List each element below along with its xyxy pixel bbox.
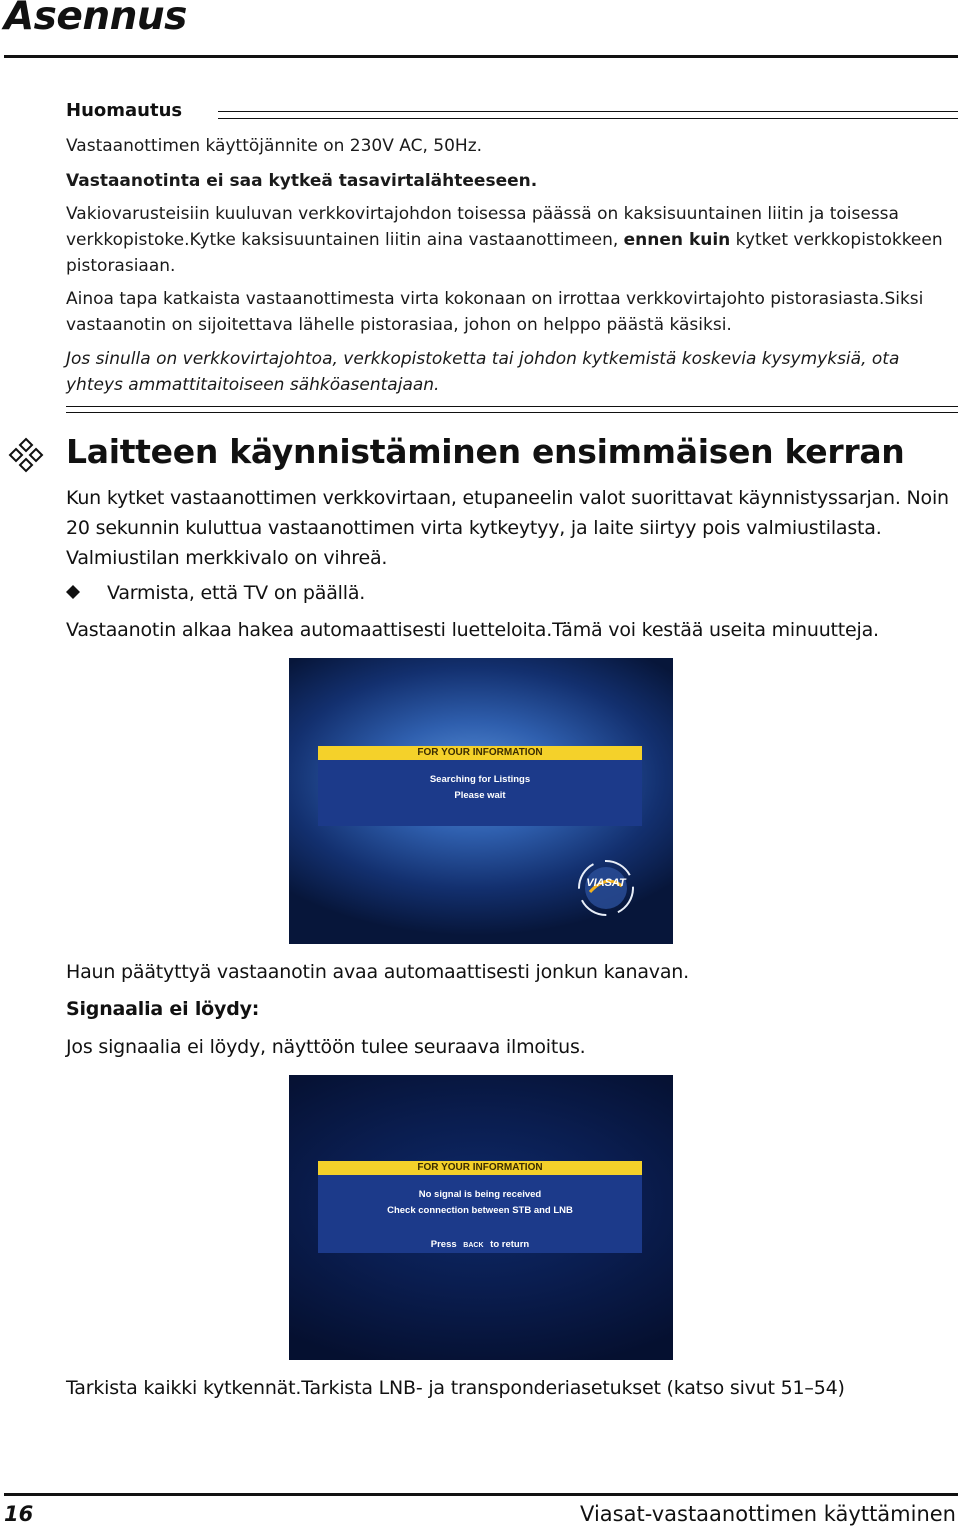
note-cord-text-a: Vakiovarusteisiin kuuluvan verkkovirtajohdon toisessa päässä on kaksisuuntainen liitin ja toisessa verkkopistoke.Kytke kaksisuuntainen liitin aina vastaanottimeen, (66, 204, 899, 250)
info-dialog (318, 746, 642, 826)
no-signal-dialog (318, 1161, 642, 1253)
check-connections-paragraph: Tarkista kaikki kytkennät.Tarkista LNB- ja transponderiasetukset (katso sivut 51–54) (66, 1377, 845, 1399)
dialog-line-no-signal: No signal is being received (418, 1189, 542, 1200)
four-diamond-bullet-icon (8, 437, 44, 473)
page-number: 16 (4, 1502, 34, 1526)
footer-chapter-title: Viasat-vastaanottimen käyttäminen (580, 1502, 956, 1526)
note-rule-bottom (66, 406, 958, 413)
viasat-logo-text: VIASAT (586, 877, 626, 889)
note-cord-emphasis: ennen kuin (623, 230, 731, 250)
dialog-title-bar-2: FOR YOUR INFORMATION (318, 1161, 642, 1175)
note-disconnect-info: Ainoa tapa katkaista vastaanottimesta virta kokonaan on irrottaa verkkovirtajohto pistorasiasta.Siksi vastaanotin on sijoitettava lähelle pistorasiaa, johon on helppo päästä käsiksi. (66, 289, 924, 335)
note-voltage: Vastaanottimen käyttöjännite on 230V AC, 50Hz. (66, 136, 483, 156)
tv-screen-no-signal (289, 1075, 673, 1360)
section-title: Laitteen käynnistäminen ensimmäisen kerran (66, 432, 905, 471)
no-signal-paragraph: Jos signaalia ei löydy, näyttöön tulee seuraava ilmoitus. (66, 1036, 586, 1058)
back-key-label: BACK (463, 1242, 484, 1249)
footer-rule (4, 1493, 958, 1496)
no-signal-heading: Signaalia ei löydy: (66, 998, 260, 1020)
note-cord-text-b: kytket verkkopistokkeen pistorasiaan. (66, 230, 943, 276)
dialog-line-searching: Searching for Listings (429, 774, 531, 785)
note-electrician: Jos sinulla on verkkovirtajohtoa, verkkopistoketta tai johdon kytkemistä koskevia kysymyksiä, ota yhteys ammattitaitoiseen sähköasentajaan. (66, 349, 900, 395)
press-text: Press (430, 1239, 457, 1250)
note-dc-warning: Vastaanotinta ei saa kytkeä tasavirtalähteeseen. (66, 171, 538, 191)
startup-paragraph: Kun kytket vastaanottimen verkkovirtaan, etupaneelin valot suorittavat käynnistyssarjan. Noin 20 sekunnin kuluttua vastaanottimen virta kytkeytyy, ja laite siirtyy pois valmiustilasta. Valmiustilan merkkivalo on vihreä. (66, 487, 949, 569)
tv-on-bullet-text: Varmista, että TV on päällä. (107, 582, 366, 604)
note-heading: Huomautus (66, 100, 183, 121)
diamond-bullet-icon (66, 585, 80, 599)
tv-screen-searching (289, 658, 673, 944)
to-return-text: to return (490, 1239, 530, 1250)
title-rule (4, 55, 958, 58)
after-search-paragraph: Haun päätyttyä vastaanotin avaa automaattisesti jonkun kanavan. (66, 961, 689, 983)
page-title: Asennus (4, 0, 187, 39)
dialog-line-press-back (318, 1237, 642, 1254)
dialog-line-wait: Please wait (454, 790, 506, 801)
dialog-title-bar: FOR YOUR INFORMATION (318, 746, 642, 760)
viasat-logo (576, 858, 636, 918)
search-paragraph: Vastaanotin alkaa hakea automaattisesti luetteloita.Tämä voi kestää useita minuutteja. (66, 619, 879, 641)
note-rule-top (218, 111, 958, 119)
note-cord-info (66, 201, 958, 279)
dialog-line-check-connection: Check connection between STB and LNB (387, 1205, 573, 1216)
